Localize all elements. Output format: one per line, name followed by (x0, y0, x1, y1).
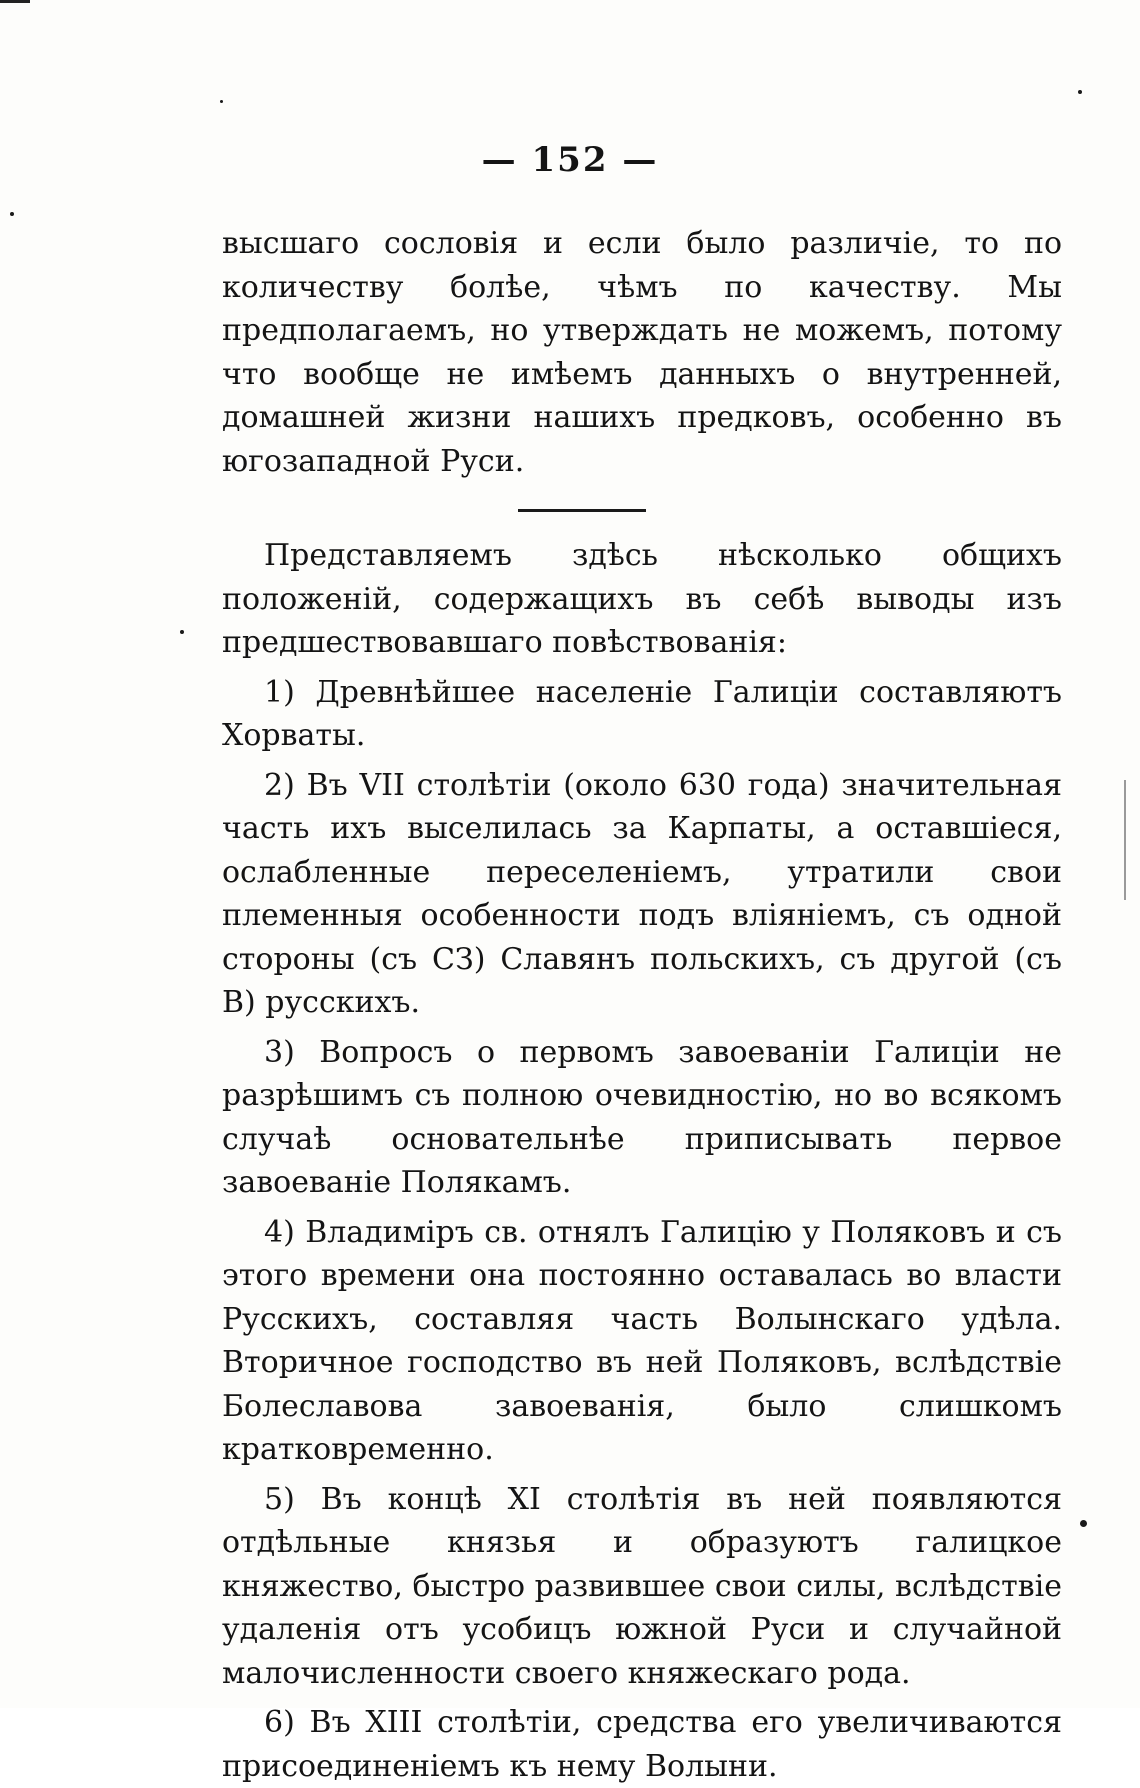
section-divider (518, 509, 646, 512)
point-5: 5) Въ концѣ XI столѣтія въ ней появляются отдѣльные князья и образуютъ галицкое княжество, быстро развившее свои силы, вслѣдствіе удаленія отъ усобицъ южной Руси и случайной малочисленности своего княжескаго рода. (222, 1481, 1062, 1691)
lead-paragraph: высшаго сословія и если было различіе, то по количеству болѣе, чѣмъ по качеству. Мы предполагаемъ, но утверждать не можемъ, потому что вообще не имѣемъ данныхъ о внутренней, домашней жизни нашихъ предковъ, особенно въ югозападной Руси. (222, 226, 1062, 479)
page-number: — 152 — (481, 140, 659, 180)
speck (220, 100, 223, 103)
speck (1080, 1520, 1087, 1527)
speck (180, 630, 184, 634)
point-3: 3) Вопросъ о первомъ завоеваніи Галиціи не разрѣшимъ съ полною очевидностію, но во всякомъ случаѣ основательнѣе приписывать первое завоеваніе Полякамъ. (222, 1034, 1062, 1200)
point-1: 1) Древнѣйшее населеніе Галиціи составляютъ Хорваты. (222, 674, 1062, 753)
speck (10, 212, 14, 216)
point-6: 6) Въ XIII столѣтіи, средства его увеличиваются присоединеніемъ къ нему Волыни. (222, 1705, 1062, 1784)
scan-edge-shadow (1124, 780, 1126, 900)
text-column (222, 222, 1062, 1788)
summary-intro: Представляемъ здѣсь нѣсколько общихъ положеній, содержащихъ въ себѣ выводы изъ предшествовавшаго повѣствованія: (222, 538, 1062, 660)
point-2: 2) Въ VII столѣтіи (около 630 года) значительная часть ихъ выселилась за Карпаты, а оставшіеся, ослабленные переселеніемъ, утратили свои племенныя особенности подъ вліяніемъ, съ одной стороны (съ СЗ) Славянъ польскихъ, съ другой (съ В) русскихъ. (222, 767, 1062, 1020)
scan-corner-mark (0, 0, 30, 3)
speck (1078, 90, 1082, 94)
point-4: 4) Владиміръ св. отнялъ Галицію у Поляковъ и съ этого времени она постоянно оставалась во власти Русскихъ, составляя часть Волынскаго удѣла. Вторичное господство въ ней Поляковъ, вслѣдствіе Болеславова завоеванія, было слишкомъ кратковременно. (222, 1214, 1062, 1467)
